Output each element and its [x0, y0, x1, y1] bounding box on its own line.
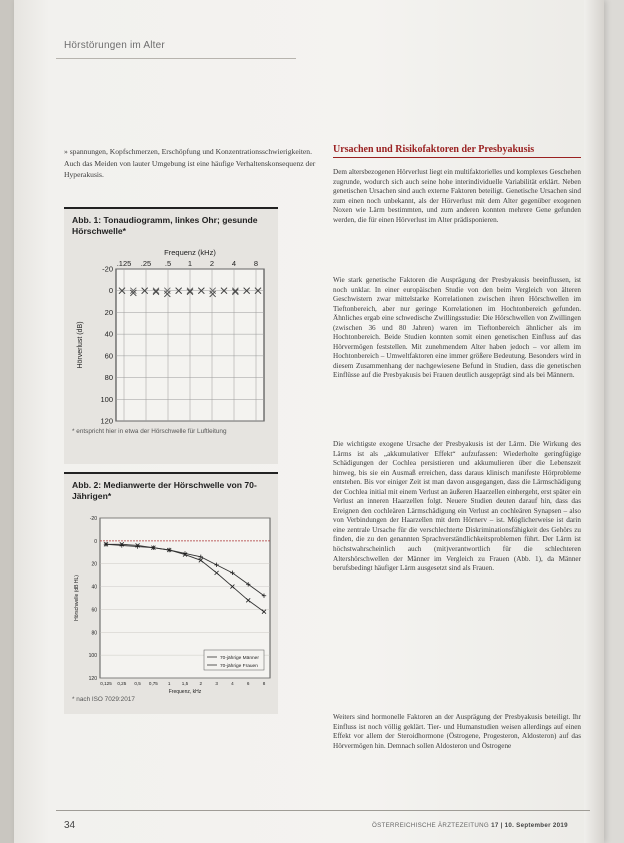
figure2-title: Abb. 2: Medianwerte der Hörschwelle von 70-Jährigen*	[72, 480, 257, 501]
median-x-label: Frequenz, kHz	[168, 689, 202, 695]
median-x-tick: 2	[199, 681, 203, 686]
section-rule	[333, 157, 581, 158]
median-x-tick: 4	[231, 681, 234, 686]
median-y-tick: -20	[89, 516, 97, 522]
section-heading: Ursachen und Risikofaktoren der Presbyakusis	[333, 144, 535, 155]
median-y-tick: 100	[88, 653, 97, 660]
audiogram-top-axis-title: Frequenz (kHz)	[164, 248, 216, 257]
audiogram-x-tick: 8	[253, 259, 259, 268]
median-x-tick: 3	[215, 681, 218, 686]
median-x-tick: 0,75	[148, 681, 158, 686]
median-threshold-chart	[64, 510, 278, 700]
median-legend-label: 70-jährige Männer	[220, 656, 259, 661]
median-y-tick: 20	[91, 561, 97, 568]
journal-issue: 17 | 10. September 2019	[491, 822, 568, 829]
audiogram-y-tick: 0	[108, 286, 113, 296]
audiogram-y-tick: -20	[102, 264, 113, 274]
audiogram-y-tick: 60	[104, 351, 113, 361]
page-spine-shadow	[0, 0, 14, 843]
journal-name: ÖSTERREICHISCHE ÄRZTEZEITUNG	[372, 822, 490, 829]
median-x-tick: 0,5	[134, 681, 141, 686]
page-edge	[584, 0, 604, 843]
median-x-tick: 1	[167, 681, 171, 686]
median-x-tick: 8	[262, 681, 266, 686]
paragraph-2: Wie stark genetische Faktoren die Ausprägung der Presbyakusis beeinflussen, ist noch unklar. In einer europäischen Studie von den beim Vergleich von älteren Geschwistern zwar mittelstarke Korrelationen zwischen ihren Hörschwellen im Tieftonbereich, aber nur geringe Korrelationen im Hochtonbereich gefunden. Ähnliches ergab eine schwedische Zwillingsstudie: Die Hörschwellen von Zwillingen (zwischen 36 und 80 Jahren) waren im Tieftonbereich ähnlicher als im Hochtonbereich. Beide Studien konnten somit einen genetischen Einfluss auf das Hörvermögen feststellen. Mit zunehmendem Alter haben jedoch – vor allem im Hochtonbereich – Umweltfaktoren eine immer größere Bedeutung. Besonders wird in diesem Zusammenhang der nachgewiesene Befund in Studien, dass die genetischen Einflüsse auf die Presbyakusis bei Frauen deutlich ausgeprägt sind als bei Männern.	[333, 276, 581, 380]
figure1-title: Abb. 1: Tonaudiogramm, linkes Ohr; gesunde Hörschwelle*	[72, 215, 258, 236]
journal-footer	[372, 822, 568, 829]
audiogram-x-tick: 2	[209, 259, 215, 268]
median-y-tick: 40	[91, 584, 97, 591]
figure1-footnote: * entspricht hier in etwa der Hörschwelle für Luftleitung	[72, 428, 227, 435]
paragraph-4: Weiters sind hormonelle Faktoren an der Ausprägung der Presbyakusis beteiligt. Ihr Einfluss ist noch völlig geklärt. Tier- und Humanstudien weisen allerdings auf einen Effekt vor allem der Steroidhormone (Östrogene, Progesteron, Aldosteron) auf das Hörvermögen hin. Demnach sollen Aldosteron und Östrogene	[333, 713, 581, 750]
median-y-tick: 80	[91, 630, 97, 637]
audiogram-y-tick: 100	[100, 394, 113, 404]
footer-rule	[56, 810, 590, 811]
figure-audiogram	[64, 207, 278, 464]
header-rule	[56, 58, 296, 59]
audiogram-x-tick: 1	[187, 259, 193, 268]
audiogram-x-tick: 4	[231, 259, 237, 268]
audiogram-chart	[64, 245, 278, 427]
page-number: 34	[64, 820, 76, 831]
median-y-tick: 120	[88, 676, 97, 682]
figure-median-thresholds	[64, 472, 278, 714]
audiogram-y-tick: 120	[100, 416, 113, 426]
audiogram-x-tick: .5	[164, 259, 172, 268]
median-y-tick: 0	[94, 538, 97, 545]
audiogram-y-tick: 40	[104, 329, 113, 339]
median-x-tick: 6	[246, 681, 250, 686]
audiogram-y-tick: 20	[104, 307, 113, 317]
audiogram-y-tick: 80	[104, 373, 113, 383]
running-header: Hörstörungen im Alter	[64, 40, 165, 51]
figure2-footnote: * nach ISO 7029:2017	[72, 696, 135, 703]
audiogram-y-label: Hörverlust (dB)	[77, 321, 84, 369]
audiogram-x-tick: .25	[140, 259, 152, 268]
paragraph-1: Dem altersbezogenen Hörverlust liegt ein multifaktorielles und komplexes Geschehen zugrunde, wodurch sich auch seine hohe interindividuelle Variabilität erklärt. Neben genetischen Ursachen sind auch externe Faktoren beteiligt. Genetische Ursachen sind zum einen noch unbekannt, als der Hörverlust mit dem Alter gegenüber exogenen Noxen wie Lärm bestimmten, und zum anderen konnten mehrere Gene gefunden werden, die für einen Hörverlust im Alter prädisponieren.	[333, 168, 581, 224]
median-y-label: Hörschwelle (dB HL)	[74, 575, 80, 621]
median-x-tick: 0,125	[100, 681, 112, 686]
bullet-paragraph: » spannungen, Kopfschmerzen, Erschöpfung und Konzentrationsschwierigkeiten. Auch das Meiden von lauter Umgebung ist eine häufige Verhaltenskonsequenz der Hyperakusis.	[64, 147, 316, 179]
median-x-tick: 1,5	[181, 681, 189, 686]
median-y-tick: 60	[91, 607, 97, 614]
paragraph-3: Die wichtigste exogene Ursache der Presbyakusis ist der Lärm. Die Wirkung des Lärms ist als „akkumulativer Effekt“ aufzufassen: Wiederholte geringfügige Schädigungen der Cochlea persistieren und akkumulieren über die Lebenszeit hinweg, bis sie ein Ausmaß erreichen, dass daraus klinisch manifeste Hörprobleme entstehen. Bis vor einiger Zeit ist man davon ausgegangen, dass die Lärmschädigung der Cochlea initial mit einem Verlust an äußeren Haarzellen einhergeht, erst später ein Verlust an inneren Haarzellen folgt. Neuere Studien deuten darauf hin, dass das Ereignen den cochleären Lärmschädigung ein Verlust an cochleären Synapsen – also von Verbindungen der Haarzellen mit dem Hörnerv – ist. Möglicherweise ist darin eine zentrale Ursache für die verschlechterte Diskriminationsfähigkeit des Gehörs zu finden, die zu den genannten Sprachverständlichkeitsproblemen führt. Der Lärm ist höchstwahrscheinlich auch (mit)verantwortlich für die schlechteren Altershörschwellen der Männer im Vergleich zu Frauen (Abb. 1), da Männer berufsbedingt häufiger Lärm ausgesetzt sind als Frauen.	[333, 440, 581, 573]
median-legend-label: 70-jährige Frauen	[220, 664, 258, 669]
audiogram-x-tick: .125	[116, 259, 132, 268]
median-x-tick: 0,25	[117, 681, 127, 686]
